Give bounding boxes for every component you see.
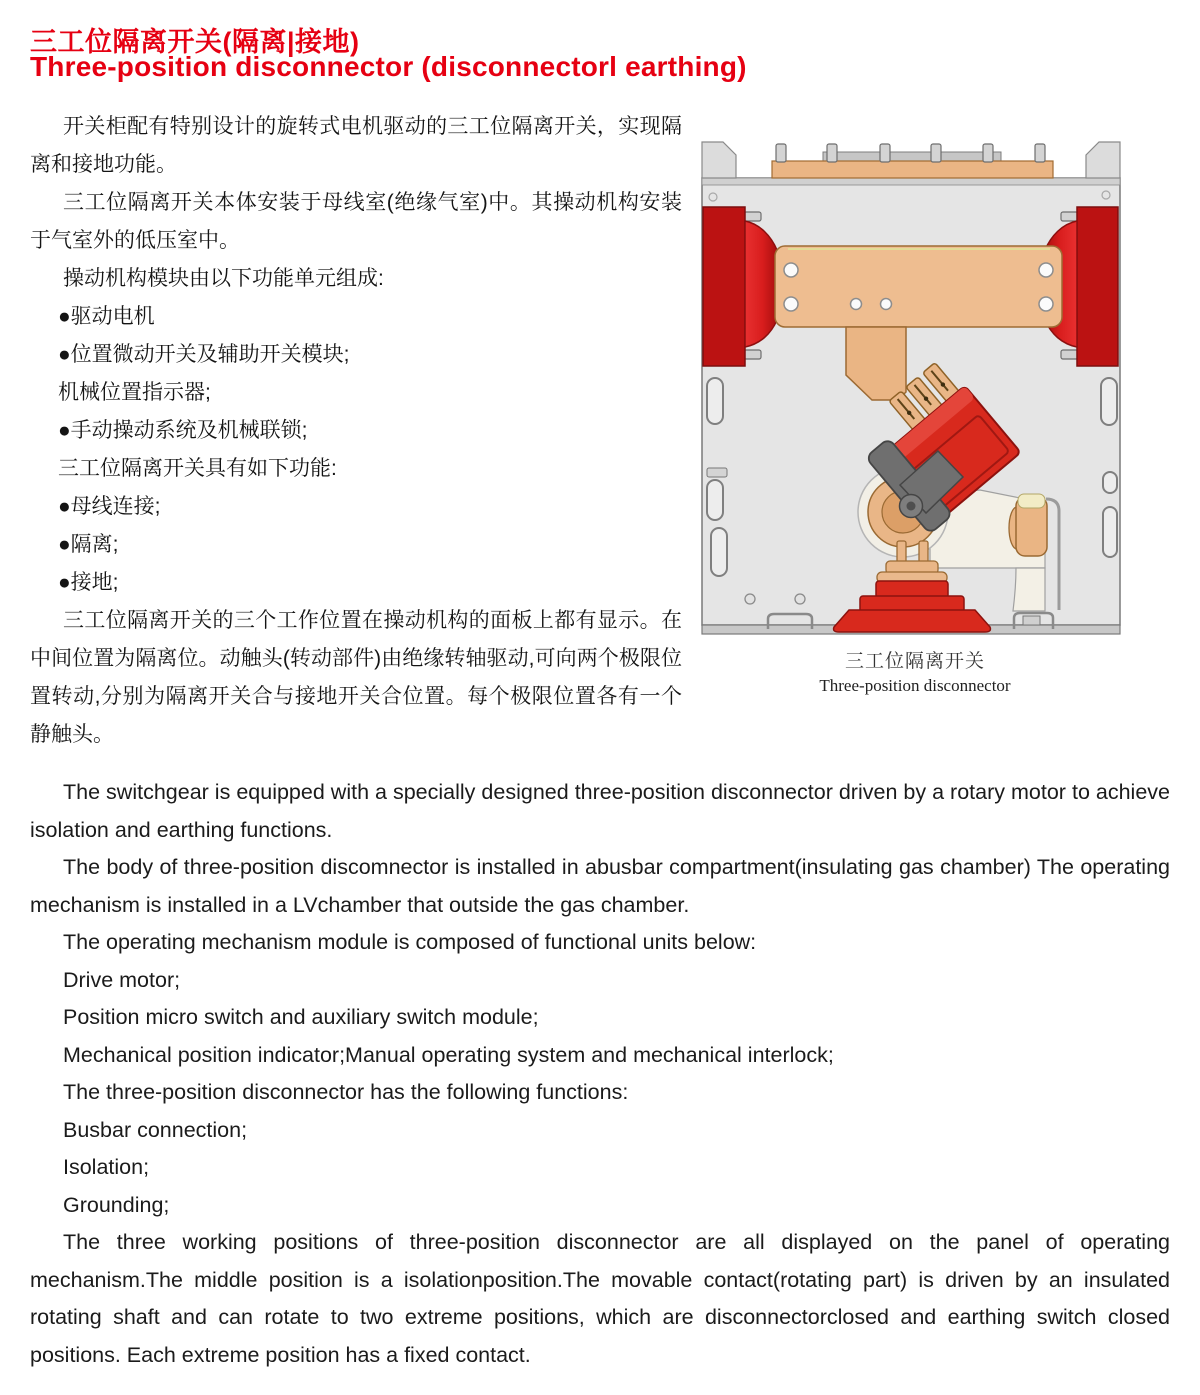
page-title-zh: 三工位隔离开关(隔离|接地) (30, 27, 360, 57)
chinese-text-line: 三工位隔离开关的三个工作位置在操动机构的面板上都有显示。在中间位置为隔离位。动触头(转动部件)由绝缘转轴驱动,可向两个极限位置转动,分别为隔离开关合与接地开关合位置。每个极限位置各有一个静触头。 (30, 609, 682, 746)
chinese-text-line: ●位置微动开关及辅助开关模块; (58, 343, 350, 366)
figure-caption-en: Three-position disconnector (819, 676, 1011, 695)
english-text-block (30, 774, 1170, 1374)
english-text-line: The three working positions of three-position disconnector are all displayed on the panel of operating mechanism.The middle position is a isolationposition.The movable contact(rotating part) is driven by an insulated rotating shaft and can rotate to two extreme positions, which are disconnectorclosed and earthing switch closed positions. Each extreme position has a fixed contact. (30, 1230, 1170, 1367)
page-title-en: Three-position disconnector (disconnectorl earthing) (30, 51, 747, 82)
english-text-line: The three-position disconnector has the following functions: (63, 1080, 629, 1104)
chinese-text-line: ●手动操动系统及机械联锁; (58, 419, 308, 442)
figure-caption-zh: 三工位隔离开关 (844, 651, 985, 672)
english-text-line: Drive motor; (63, 967, 181, 992)
chinese-text-line: 三工位隔离开关具有如下功能: (58, 457, 337, 480)
chinese-text-block (30, 108, 682, 754)
busbar-plate (775, 246, 1062, 327)
english-text-line: The operating mechanism module is composed of functional units below: (63, 930, 757, 954)
product-figure (700, 140, 1130, 696)
top-busbar (772, 144, 1053, 178)
chinese-text-line: ●驱动电机 (58, 305, 155, 328)
english-text-line: Busbar connection; (63, 1117, 248, 1142)
chinese-text-line: 三工位隔离开关本体安装于母线室(绝缘气室)中。其操动机构安装于气室外的低压室中。 (30, 191, 682, 252)
chinese-text-line: ●隔离; (58, 533, 119, 556)
english-text-line: The switchgear is equipped with a specially designed three-position disconnector driven by a rotary motor to achieve isolation and earthing functions. (30, 780, 1170, 842)
chinese-text-line: 操动机构模块由以下功能单元组成: (63, 267, 384, 290)
english-text-line: Grounding; (63, 1192, 170, 1217)
english-text-line: The body of three-position discomnector is installed in abusbar compartment(insulating gas chamber) The operating mechanism is installed in a LVchamber that outside the gas chamber. (30, 855, 1170, 917)
chinese-text-line: ●母线连接; (58, 495, 161, 518)
english-text-line: Mechanical position indicator;Manual operating system and mechanical interlock; (63, 1042, 834, 1067)
chinese-text-line: ●接地; (58, 571, 119, 594)
english-text-line: Isolation; (63, 1155, 150, 1179)
english-text-line: Position micro switch and auxiliary switch module; (63, 1005, 539, 1029)
chinese-text-line: 开关柜配有特别设计的旋转式电机驱动的三工位隔离开关，实现隔离和接地功能。 (30, 115, 682, 176)
three-position-disconnector-illustration (700, 140, 1130, 637)
chinese-text-line: 机械位置指示器; (58, 381, 211, 404)
